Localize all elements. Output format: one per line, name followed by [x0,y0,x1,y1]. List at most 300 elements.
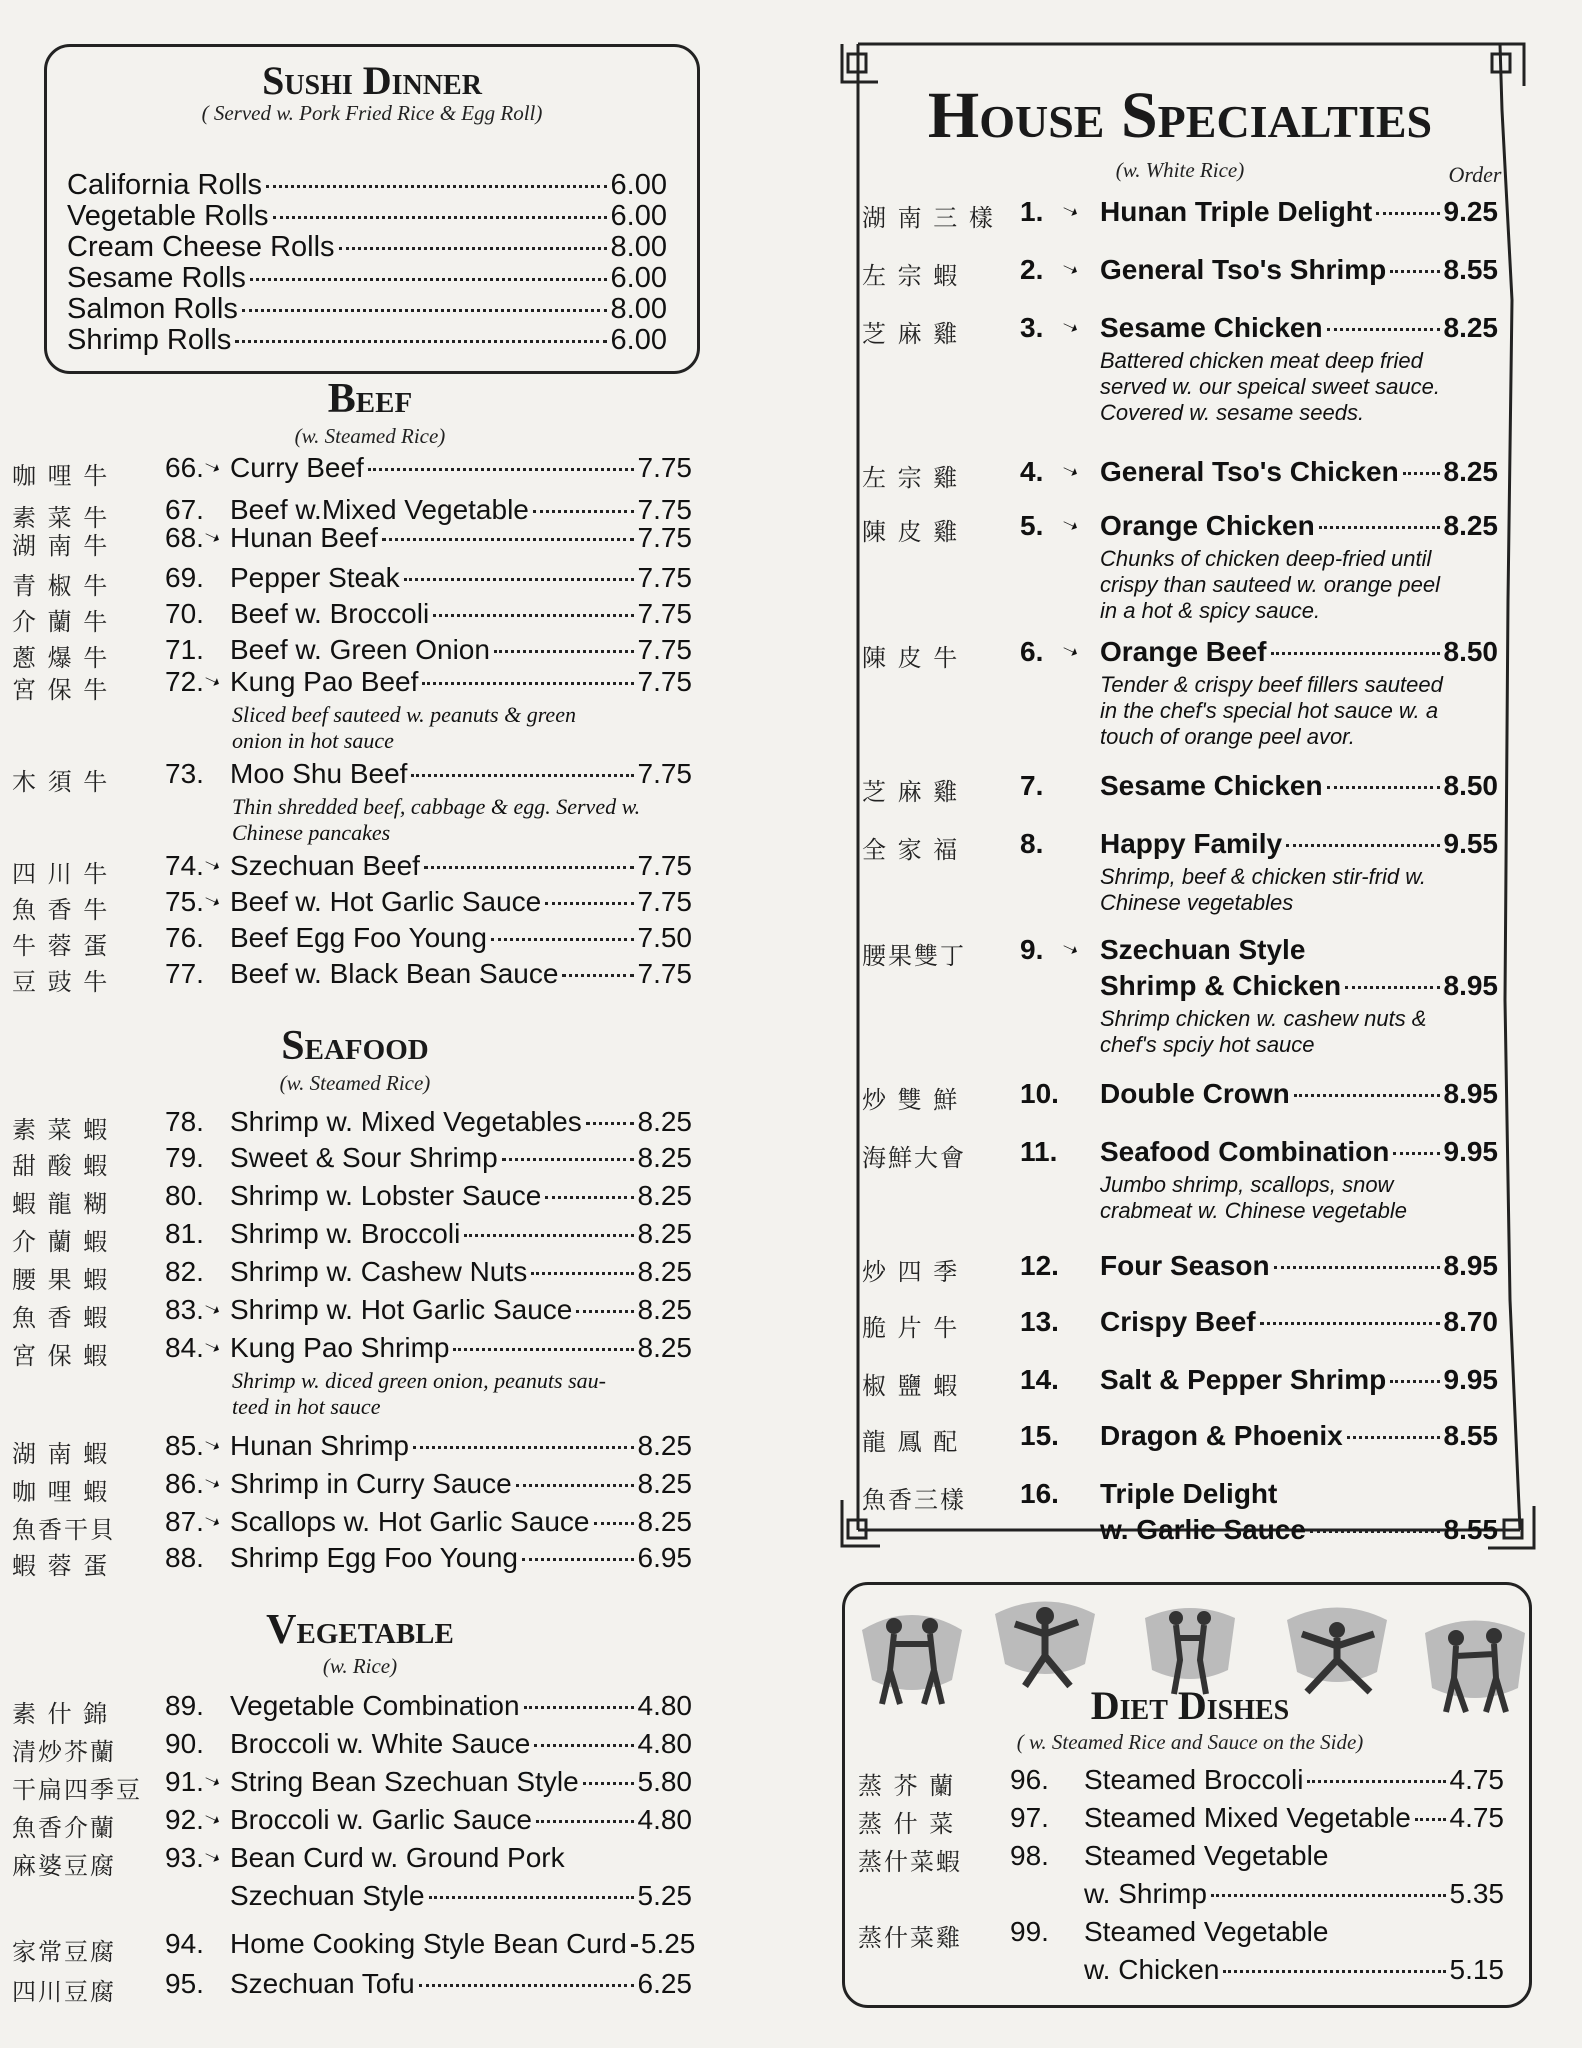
chinese-name: 蒸什菜雞 [858,1924,962,1952]
menu-item [1100,196,1498,228]
item-price: 8.95 [1443,1250,1498,1281]
item-name: Shrimp in Curry Sauce [230,1468,512,1499]
dot-leader [250,278,607,281]
menu-item [230,562,692,594]
item-price: 8.00 [610,231,667,263]
chinese-name: 左 宗 蝦 [862,262,960,290]
dot-leader [1415,1818,1446,1821]
item-name: Shrimp w. Cashew Nuts [230,1256,528,1287]
dot-leader [419,1984,634,1987]
item-price: 7.75 [637,666,692,697]
chili-pepper-icon: ➝ [1057,511,1083,539]
dot-leader [491,938,634,941]
menu-item [230,1928,696,1960]
chinese-name: 干扁四季豆 [12,1776,142,1804]
chinese-name: 湖 南 蝦 [12,1440,110,1468]
chili-pepper-icon: ➝ [199,523,225,551]
item-price: 8.25 [637,1468,692,1499]
item-number: 77. [165,958,204,989]
chili-pepper-icon: ➝ [199,1843,225,1871]
dot-leader [1307,1780,1445,1783]
menu-item [1100,1250,1498,1282]
dot-leader [1271,652,1440,655]
sushi-subtitle: ( Served w. Pork Fried Rice & Egg Roll) [201,101,543,125]
dot-leader [516,1484,634,1487]
menu-item [1084,1878,1504,1910]
dot-leader [1376,212,1439,215]
item-number: 9. [1020,934,1044,965]
item-name: Shrimp Egg Foo Young [230,1542,518,1573]
item-price: 5.25 [640,1928,696,1959]
item-price: 8.95 [1443,1078,1498,1109]
dancer-icon [852,1600,972,1710]
chinese-name: 木 須 牛 [12,768,110,796]
dot-leader [545,902,633,905]
seafood-title: Seafood [281,1023,429,1069]
chili-pepper-icon: ➝ [199,1507,225,1535]
item-name: Steamed Vegetable [1084,1916,1329,1947]
menu-item [1084,1802,1504,1834]
dot-leader [235,340,606,343]
dot-leader [1211,1894,1446,1897]
chinese-name: 素 菜 牛 [12,504,110,532]
item-price: 5.25 [637,1880,692,1911]
item-number: 90. [165,1728,204,1759]
chinese-name: 湖 南 牛 [12,532,110,560]
item-name: Beef w. Broccoli [230,598,430,629]
item-name: Salt & Pepper Shrimp [1100,1364,1387,1395]
menu-item [230,1430,692,1462]
chili-pepper-icon: ➝ [1057,457,1083,485]
chili-pepper-icon: ➝ [199,1333,225,1361]
item-number: 80. [165,1180,204,1211]
item-name: Triple Delight [1100,1478,1278,1509]
chili-pepper-icon: ➝ [199,1469,225,1497]
menu-item [230,666,692,698]
item-price: 6.00 [610,169,667,201]
dot-leader [534,1744,633,1747]
item-number: 14. [1020,1364,1059,1395]
item-name: String Bean Szechuan Style [230,1766,579,1797]
chinese-name: 四川豆腐 [12,1978,116,2006]
chinese-name: 四 川 牛 [12,860,110,888]
item-number: 5. [1020,510,1044,541]
dot-leader [429,1896,634,1899]
menu-item [1100,970,1498,1002]
item-price: 9.55 [1443,828,1498,859]
item-description: onion in hot sauce [232,728,394,753]
item-price: 8.70 [1443,1306,1498,1337]
chili-pepper-icon: ➝ [199,1431,225,1459]
menu-item [1100,828,1498,860]
item-name: General Tso's Chicken [1100,456,1399,487]
dot-leader [536,1820,634,1823]
chinese-name: 湖 南 三 樣 [862,204,995,232]
menu-item [230,886,692,918]
item-name: Steamed Mixed Vegetable [1084,1802,1411,1833]
item-name: Szechuan Tofu [230,1968,415,1999]
menu-item [1100,770,1498,802]
item-price: 4.80 [637,1690,692,1721]
seafood-subtitle: (w. Steamed Rice) [279,1071,431,1095]
dot-leader [404,578,634,581]
item-name: Sweet & Sour Shrimp [230,1142,498,1173]
dot-leader [453,1348,633,1351]
item-number: 99. [1010,1916,1049,1947]
dot-leader [631,1944,637,1947]
item-price: 8.25 [637,1430,692,1461]
dot-leader [424,866,634,869]
menu-item [230,1506,692,1538]
item-description: Chinese pancakes [232,820,391,845]
item-description: Thin shredded beef, cabbage & egg. Served w. [232,794,641,819]
item-price: 8.55 [1443,1514,1498,1545]
dot-leader [594,1522,634,1525]
item-description: chef's spciy hot sauce [1100,1032,1315,1057]
dot-leader [382,538,634,541]
item-number: 83. [165,1294,204,1325]
chinese-name: 蒸 芥 蘭 [858,1772,956,1800]
sushi-item [67,262,667,295]
menu-item [230,1294,692,1326]
item-price: 7.75 [637,758,692,789]
chili-pepper-icon: ➝ [199,667,225,695]
dot-leader [464,1234,633,1237]
item-number: 97. [1010,1802,1049,1833]
item-description: Tender & crispy beef fillers sauteed [1100,672,1443,697]
item-name: Shrimp w. Mixed Vegetables [230,1106,582,1137]
item-number: 72. [165,666,204,697]
item-price: 8.55 [1443,1420,1498,1451]
sushi-dinner-box [44,44,700,374]
menu-item [230,1180,692,1212]
item-name: Seafood Combination [1100,1136,1390,1167]
chinese-name: 全 家 福 [862,836,960,864]
dot-leader [1260,1322,1440,1325]
dot-leader [1327,328,1440,331]
chinese-name: 腰 果 蝦 [12,1266,110,1294]
item-name: Hunan Triple Delight [1100,196,1373,227]
menu-item [230,1880,692,1912]
item-price: 8.25 [1443,456,1498,487]
chinese-name: 咖 哩 蝦 [12,1478,110,1506]
item-description: Sliced beef sauteed w. peanuts & green [232,702,576,727]
item-name: Salmon Rolls [67,293,238,325]
item-description: in the chef's special hot sauce w. a [1100,698,1439,723]
chinese-name: 炒 雙 鮮 [862,1086,960,1114]
item-price: 7.75 [637,634,692,665]
chinese-name: 腰果雙丁 [862,942,966,970]
chinese-name: 魚 香 牛 [12,896,110,924]
item-description: Chinese vegetables [1100,890,1294,915]
chinese-name: 宮 保 牛 [12,676,110,704]
item-name: Hunan Shrimp [230,1430,409,1461]
item-name: Dragon & Phoenix [1100,1420,1343,1451]
item-price: 9.95 [1443,1136,1498,1167]
item-description: touch of orange peel avor. [1100,724,1355,749]
sushi-item [67,169,667,202]
item-description: teed in hot sauce [232,1394,381,1419]
chinese-name: 麻婆豆腐 [12,1852,116,1880]
menu-item [230,522,692,554]
item-number: 93. [165,1842,204,1873]
dot-leader [1286,844,1439,847]
item-price: 9.95 [1443,1364,1498,1395]
item-name: Broccoli w. Garlic Sauce [230,1804,532,1835]
chili-pepper-icon: ➝ [1057,197,1083,225]
item-number: 66. [165,452,204,483]
chili-pepper-icon: ➝ [199,1805,225,1833]
item-name: Scallops w. Hot Garlic Sauce [230,1506,590,1537]
item-number: 85. [165,1430,204,1461]
item-number: 71. [165,634,204,665]
item-price: 8.25 [637,1506,692,1537]
item-price: 5.15 [1449,1954,1504,1985]
item-price: 8.55 [1443,254,1498,285]
chinese-name: 陳 皮 牛 [862,644,960,672]
item-description: in a hot & spicy sauce. [1100,598,1321,623]
item-number: 12. [1020,1250,1059,1281]
item-name: w. Garlic Sauce [1100,1514,1306,1545]
item-description: Chunks of chicken deep-fried until [1100,546,1432,571]
item-number: 16. [1020,1478,1059,1509]
menu-item [230,1332,692,1364]
item-price: 7.75 [637,598,692,629]
dot-leader [494,650,634,653]
item-price: 8.25 [637,1106,692,1137]
item-price: 4.75 [1449,1802,1504,1833]
menu-item [1100,1420,1498,1452]
dot-leader [266,185,607,188]
item-number: 69. [165,562,204,593]
chinese-name: 魚香介蘭 [12,1814,116,1842]
diet-title: Diet Dishes [1090,1683,1290,1728]
item-price: 7.75 [637,850,692,881]
item-name: Shrimp Rolls [67,324,232,356]
dot-leader [422,682,633,685]
chinese-name: 龍 鳳 配 [862,1428,960,1456]
vegetable-subtitle: (w. Rice) [322,1654,398,1678]
dancer-icon [990,1594,1100,1694]
sushi-item [67,200,667,233]
item-number: 87. [165,1506,204,1537]
chili-pepper-icon: ➝ [199,453,225,481]
item-name: Orange Beef [1100,636,1267,667]
item-number: 11. [1020,1136,1058,1167]
item-name: Hunan Beef [230,522,378,553]
dot-leader [433,614,633,617]
chinese-name: 蒸 什 菜 [858,1810,956,1838]
chili-pepper-icon: ➝ [1057,255,1083,283]
chinese-name: 椒 鹽 蝦 [862,1372,960,1400]
item-price: 8.25 [637,1180,692,1211]
chinese-name: 介 蘭 蝦 [12,1228,110,1256]
item-name: Sesame Chicken [1100,312,1323,343]
dot-leader [1345,986,1439,989]
item-number: 1. [1020,196,1044,227]
sushi-item [67,231,667,264]
item-number: 74. [165,850,204,881]
item-number: 78. [165,1106,204,1137]
item-number: 84. [165,1332,204,1363]
chinese-name: 魚香干貝 [12,1516,116,1544]
chinese-name: 魚 香 蝦 [12,1304,110,1332]
item-name: Shrimp w. Hot Garlic Sauce [230,1294,573,1325]
dot-leader [545,1196,633,1199]
house-title: House Specialties [927,79,1433,152]
item-name: Beef w. Hot Garlic Sauce [230,886,542,917]
item-name: Kung Pao Beef [230,666,419,697]
menu-item [230,758,692,790]
dot-leader [413,1446,634,1449]
chinese-name: 素 菜 蝦 [12,1116,110,1144]
house-subtitle: (w. White Rice) [1115,158,1245,182]
item-name: Orange Chicken [1100,510,1315,541]
dot-leader [1403,472,1440,475]
menu-item [230,850,692,882]
dot-leader [1393,1152,1439,1155]
item-number: 89. [165,1690,204,1721]
item-number: 79. [165,1142,204,1173]
chinese-name: 咖 哩 牛 [12,462,110,490]
dot-leader [1294,1094,1440,1097]
dot-leader [583,1782,634,1785]
chinese-name: 青 椒 牛 [12,572,110,600]
chinese-name: 脆 片 牛 [862,1314,960,1342]
menu-item [1100,1136,1498,1168]
menu-item [230,1542,692,1574]
chinese-name: 陳 皮 雞 [862,518,960,546]
item-name: Kung Pao Shrimp [230,1332,450,1363]
menu-item [230,634,692,666]
sushi-item [67,324,667,357]
item-price: 8.00 [610,293,667,325]
chinese-name: 介 蘭 牛 [12,608,110,636]
item-number: 91. [165,1766,204,1797]
item-number: 8. [1020,828,1044,859]
item-price: 8.25 [637,1256,692,1287]
item-number: 70. [165,598,204,629]
dot-leader [1390,270,1439,273]
menu-item [230,1804,692,1836]
item-number: 82. [165,1256,204,1287]
menu-item [230,598,692,630]
vegetable-title: Vegetable [266,1607,454,1653]
item-number: 3. [1020,312,1044,343]
item-number: 73. [165,758,204,789]
chinese-name: 芝 麻 雞 [862,778,960,806]
item-name: Szechuan Beef [230,850,420,881]
dot-leader [339,247,607,250]
dot-leader [411,774,633,777]
dancer-icon [1282,1600,1392,1700]
item-description: crabmeat w. Chinese vegetable [1100,1198,1407,1223]
menu-item [230,1766,692,1798]
chinese-name: 左 宗 雞 [862,464,960,492]
item-price: 8.50 [1443,636,1498,667]
chinese-name: 素 什 錦 [12,1700,110,1728]
dot-leader [1347,1436,1440,1439]
item-name: General Tso's Shrimp [1100,254,1387,285]
item-price: 8.25 [637,1332,692,1363]
dot-leader [1319,526,1440,529]
item-price: 7.75 [637,522,692,553]
item-price: 5.80 [637,1766,692,1797]
item-number: 76. [165,922,204,953]
item-description: Shrimp chicken w. cashew nuts & [1100,1006,1427,1031]
item-price: 4.75 [1449,1764,1504,1795]
item-description: crispy than sauteed w. orange peel [1100,572,1441,597]
item-name: California Rolls [67,169,263,201]
item-name: Cream Cheese Rolls [67,231,335,263]
item-description: Covered w. sesame seeds. [1100,400,1365,425]
chinese-name: 清炒芥蘭 [12,1738,116,1766]
menu-item [1100,254,1498,286]
item-number: 4. [1020,456,1044,487]
menu-item [1100,1514,1498,1546]
item-price: 6.00 [610,200,667,232]
chili-pepper-icon: ➝ [199,1295,225,1323]
item-price: 6.25 [637,1968,692,1999]
dot-leader [531,1272,633,1275]
order-label: Order [1448,162,1502,187]
beef-subtitle: (w. Steamed Rice) [294,424,446,448]
item-name: Broccoli w. White Sauce [230,1728,531,1759]
item-number: 6. [1020,636,1044,667]
dot-leader [524,1706,634,1709]
dot-leader [586,1122,634,1125]
dot-leader [522,1558,634,1561]
item-number: 81. [165,1218,204,1249]
menu-item [230,1728,692,1760]
diet-subtitle: ( w. Steamed Rice and Sauce on the Side) [1016,1730,1364,1754]
item-name: Szechuan Style [230,1880,425,1911]
item-description: Jumbo shrimp, scallops, snow [1100,1172,1394,1197]
item-price: 8.25 [637,1142,692,1173]
item-price: 7.75 [637,452,692,483]
dot-leader [242,309,607,312]
dancer-icon [1420,1608,1530,1718]
item-price: 8.25 [1443,312,1498,343]
item-number: 98. [1010,1840,1049,1871]
item-name: Steamed Vegetable [1084,1840,1329,1871]
menu-item [230,452,692,484]
chinese-name: 甜 酸 蝦 [12,1152,110,1180]
item-number: 94. [165,1928,204,1959]
menu-item [1100,456,1498,488]
chinese-name: 海鮮大會 [862,1144,966,1172]
item-price: 8.95 [1443,970,1498,1001]
item-price: 5.35 [1449,1878,1504,1909]
item-description: served w. our speical sweet sauce. [1100,374,1440,399]
dot-leader [562,974,633,977]
beef-title: Beef [327,376,413,422]
menu-item [230,1690,692,1722]
item-number: 13. [1020,1306,1059,1337]
menu-item [1100,1364,1498,1396]
item-price: 6.95 [637,1542,692,1573]
chinese-name: 炒 四 季 [862,1258,960,1286]
chinese-name: 魚香三樣 [862,1486,966,1514]
dot-leader [1223,1970,1445,1973]
menu-item [230,1968,692,2000]
menu-item [230,1256,692,1288]
menu-item [230,1218,692,1250]
dot-leader [576,1310,633,1313]
chili-pepper-icon: ➝ [199,1767,225,1795]
item-name: Shrimp & Chicken [1100,970,1342,1001]
item-name: Four Season [1100,1250,1270,1281]
